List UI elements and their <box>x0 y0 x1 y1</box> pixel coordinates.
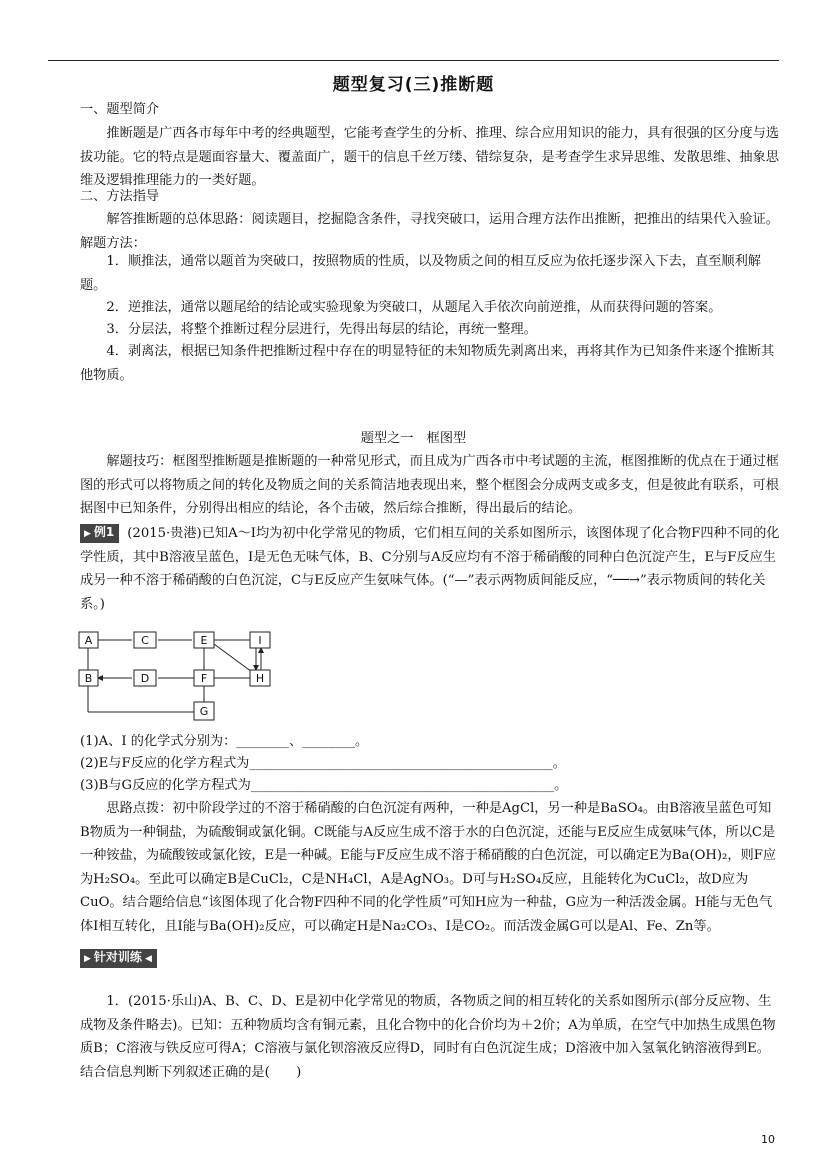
label-i: I <box>258 634 262 647</box>
method-1: 1．顺推法，通常以题首为突破口，按照物质的性质，以及物质之间的相互反应为依托逐步深入下去，直至顺利解题。 <box>80 254 761 293</box>
section1-heading: 一、题型简介 <box>80 102 160 117</box>
type1-heading: 题型之一 框图型 <box>360 431 467 446</box>
triangle-icon: ▶ <box>84 529 91 539</box>
analysis: 思路点拨：初中阶段学过的不溶于稀硝酸的白色沉淀有两种，一种是AgCl，另一种是BaSO₄。由B溶液呈蓝色可知B物质为一种铜盐，为硫酸铜或氯化铜。C既能与A反应生成不溶于水的白色沉淀，还能与E反应生成氨味气体，所以C是一种铵盐，为硫酸铵或氯化铵，E是一种碱。E能与F反应生成不溶于稀硝酸的白色沉淀，可以确定E为Ba(OH)₂，则F应为H₂SO₄。至此可以确定B是CuCl₂，C是NH₄Cl，A是AgNO₃。D可与H₂SO₄反应，且能转化为CuCl₂，故D应为CuO。结合题给信息“该图体现了化合物F四种不同的化学性质”可知H应为一种盐，G应为一种活泼金属。H能与无色气体I相互转化，且I能与Ba(OH)₂反应，可以确定H是Na₂CO₃、I是CO₂。而活泼金属G可以是Al、Fe、Zn等。 <box>80 801 777 934</box>
type1-tips: 解题技巧：框图型推断题是推断题的一种常见形式，而且成为广西各市中考试题的主流，框图推断的优点在于通过框图的形式可以将物质之间的转化及物质之间的关系简洁地表现出来，整个框图会分成两支或多支，但是彼此有联系，可根据图中已知条件，分别得出相应的结论，各个击破，然后综合推断，得出最后的结论。 <box>80 454 779 516</box>
label-d: D <box>140 672 150 685</box>
label-c: C <box>141 634 149 647</box>
triangle-icon: ▶ <box>84 954 91 964</box>
label-f: F <box>200 672 208 685</box>
practice-badge: ▶ 针对训练 ◀ <box>80 949 157 968</box>
label-a: A <box>84 634 93 647</box>
label-g: G <box>199 705 209 718</box>
section1-paragraph: 推断题是广西各市每年中考的经典题型，它能考查学生的分析、推理、综合应用知识的能力，具有很强的区分度与选拔功能。它的特点是题面容量大、覆盖面广，题干的信息千丝万缕、错综复杂，是考查学生求异思维、发散思维、抽象思维及逻辑推理能力的一类好题。 <box>80 126 779 188</box>
page-title: 题型复习(三)推断题 <box>332 75 495 95</box>
top-rule <box>48 60 779 61</box>
section2-heading: 二、方法指导 <box>80 189 160 204</box>
practice-question-1: 1．(2015·乐山)A、B、C、D、E是初中化学常见的物质，各物质之间的相互转化的关系如图所示(部分反应物、生成物及条件略去)。已知：五种物质均含有铜元素，且化合物中的化合价均为＋2价；A为单质，在空气中加热生成黑色物质B；C溶液与铁反应可得A；C溶液与氯化钡溶液反应得D，同时有白色沉淀生成；D溶液中加入氢氧化钠溶液得到E。结合信息判断下列叙述正确的是( ) <box>80 994 776 1080</box>
question-2: (2)E与F反应的化学方程式为______________________________________________。 <box>80 756 566 771</box>
question-1: (1)A、I 的化学式分别为：________、________。 <box>80 734 369 749</box>
example-text: (2015·贵港)已知A～I均为初中化学常见的物质，它们相互间的关系如图所示，该图体现了化合物F四种不同的化学性质，其中B溶液呈蓝色，I是无色无味气体，B、C分别与A反应均有不溶于稀硝酸的同种白色沉淀产生，E与F反应生成另一种不溶于稀硝酸的白色沉淀，C与E反应产生氨味气体。(“—”表示两物质间能反应，“──→”表示物质间的转化关系。) <box>80 526 780 612</box>
label-e: E <box>200 634 208 647</box>
method-3: 3．分层法，将整个推断过程分层进行，先得出每层的结论，再统一整理。 <box>106 322 537 337</box>
page-number: 10 <box>761 1133 775 1146</box>
label-h: H <box>255 672 265 685</box>
section2-intro: 解答推断题的总体思路：阅读题目，挖掘隐含条件，寻找突破口，运用合理方法作出推断，把推出的结果代入验证。解题方法： <box>80 212 779 251</box>
method-2: 2．逆推法，通常以题尾给的结论或实验现象为突破口，从题尾入手依次向前逆推，从而获得问题的答案。 <box>106 300 722 315</box>
method-4: 4．剥离法，根据已知条件把推断过程中存在的明显特征的未知物质先剥离出来，再将其作为已知条件来逐个推断其他物质。 <box>80 344 775 383</box>
question-3: (3)B与G反应的化学方程式为______________________________________________。 <box>80 778 568 793</box>
example-1 <box>80 522 780 616</box>
label-b: B <box>84 672 93 685</box>
practice-header <box>80 947 780 971</box>
relationship-diagram <box>76 626 296 726</box>
triangle-left-icon: ◀ <box>144 954 152 964</box>
example-badge: ▶ 例1 <box>80 524 119 543</box>
